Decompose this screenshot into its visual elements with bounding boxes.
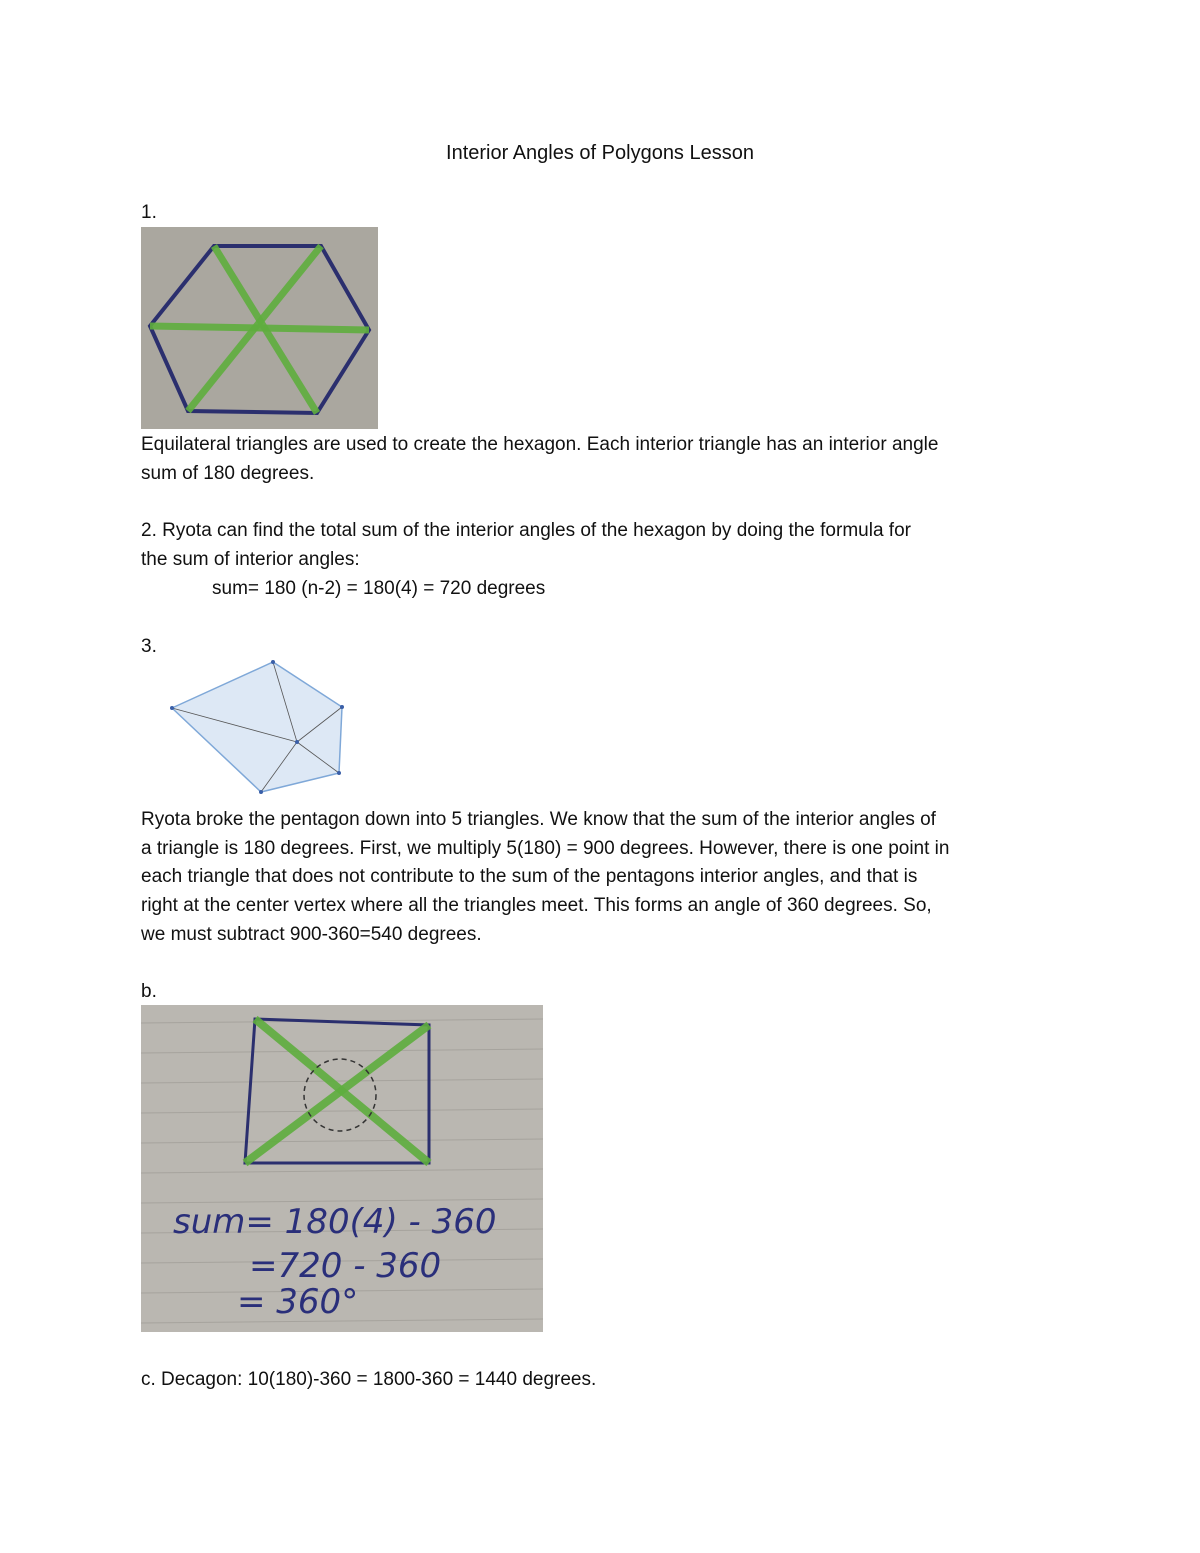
question-3-line-5: we must subtract 900-360=540 degrees.	[141, 924, 482, 945]
question-2-formula: sum= 180 (n-2) = 180(4) = 720 degrees	[212, 578, 546, 599]
question-3-line-3: each triangle that does not contribute to the sum of the pentagons interior angles, and that is	[141, 866, 918, 887]
question-2-line-1: 2. Ryota can find the total sum of the interior angles of the hexagon by doing the formula for	[141, 520, 911, 541]
question-3-line-4: right at the center vertex where all the triangles meet. This forms an angle of 360 degrees. So,	[141, 895, 932, 916]
question-3-line-1: Ryota broke the pentagon down into 5 triangles. We know that the sum of the interior angles of	[141, 809, 936, 830]
question-2-line-2: the sum of interior angles:	[141, 549, 360, 570]
handwriting-line-1: sum= 180(4) - 360	[173, 1202, 497, 1242]
question-3-label: 3.	[141, 636, 157, 657]
question-1-label: 1.	[141, 202, 157, 223]
hexagon-photo	[141, 227, 378, 429]
page-title: Interior Angles of Polygons Lesson	[446, 142, 754, 164]
pentagon-diagram	[160, 652, 360, 802]
handwriting-line-2: =720 - 360	[249, 1246, 442, 1286]
square-photo	[141, 1005, 543, 1332]
question-1-text-line-1: Equilateral triangles are used to create the hexagon. Each interior triangle has an interior angle	[141, 434, 939, 455]
question-c-text: c. Decagon: 10(180)-360 = 1800-360 = 1440 degrees.	[141, 1369, 597, 1390]
question-3-line-2: a triangle is 180 degrees. First, we multiply 5(180) = 900 degrees. However, there is one point in	[141, 838, 950, 859]
question-b-label: b.	[141, 981, 157, 1002]
question-1-text-line-2: sum of 180 degrees.	[141, 463, 315, 484]
handwriting-line-3: = 360°	[237, 1282, 359, 1322]
